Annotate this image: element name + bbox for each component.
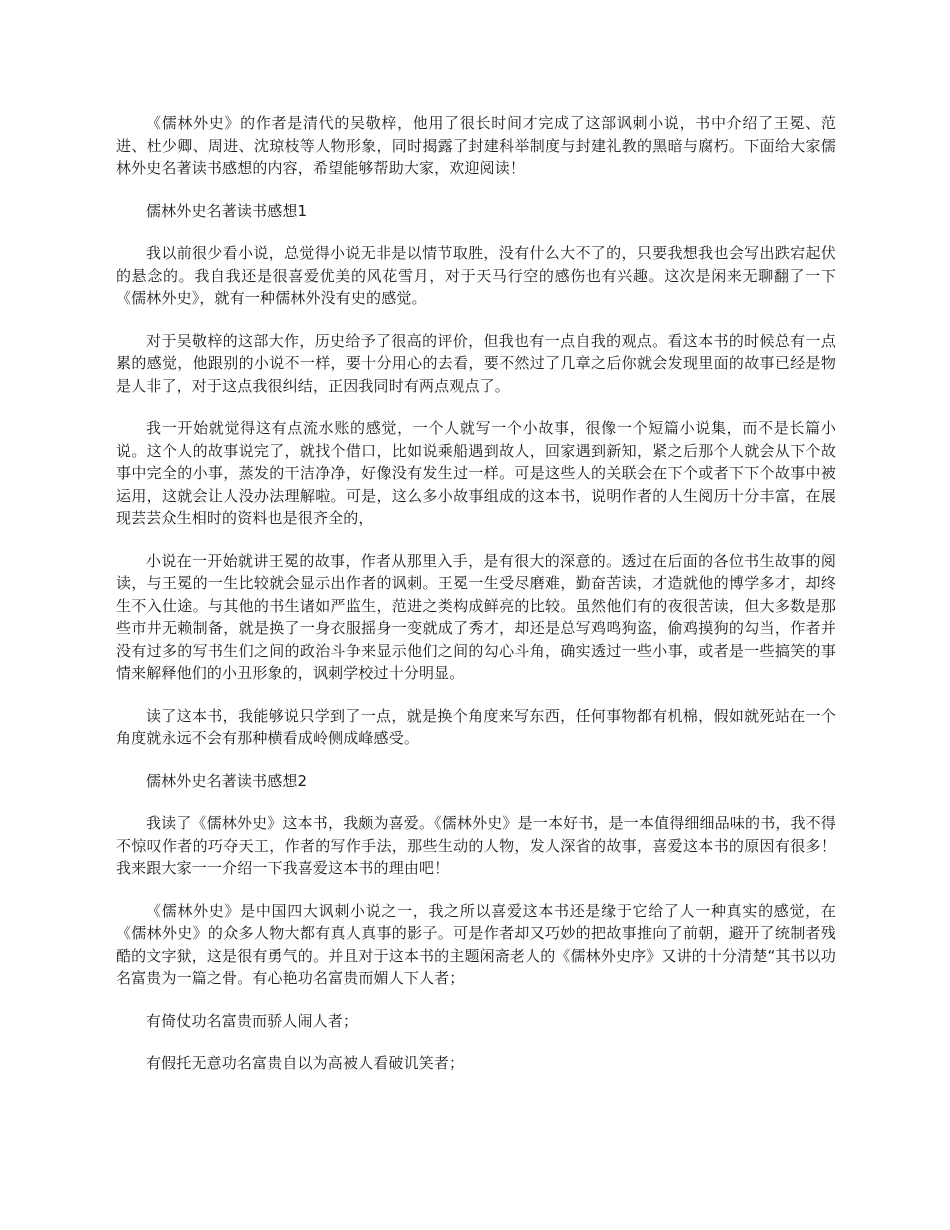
paragraph: 对于吴敬梓的这部大作，历史给予了很高的评价，但我也有一点自我的观点。看这本书的时候总有一点累的感觉，他跟别的小说不一样，要十分用心的去看，要不然过了几章之后你就会发现里面的故事已经是物是人非了，对于这点我很纠结，正因我同时有两点观点了。 [116, 331, 836, 395]
section-heading-2: 儒林外史名著读书感想2 [146, 771, 308, 790]
paragraph: 有倚仗功名富贵而骄人闹人者； [146, 1011, 359, 1030]
paragraph: 读了这本书，我能够说只学到了一点，就是换个角度来写东西，任何事物都有机棉，假如就死站在一个角度就永远不会有那种横看成岭侧成峰感受。 [116, 706, 836, 747]
intro-paragraph: 《儒林外史》的作者是清代的吴敬梓，他用了很长时间才完成了这部讽刺小说，书中介绍了王冕、范进、杜少卿、周进、沈琼枝等人物形象，同时揭露了封建科举制度与封建礼教的黑暗与腐朽。下面给大家儒林外史名著读书感想的内容，希望能够帮助大家，欢迎阅读！ [116, 114, 836, 177]
document-body [116, 112, 836, 1095]
section-heading-1: 儒林外史名著读书感想1 [146, 201, 308, 220]
paragraph: 我读了《儒林外史》这本书，我颇为喜爱。《儒林外史》是一本好书，是一本值得细细品味的书，我不得不惊叹作者的巧夺天工，作者的写作手法，那些生动的人物，发人深省的故事，喜爱这本书的原因有很多！我来跟大家一一介绍一下我喜爱这本书的理由吧！ [116, 814, 836, 877]
paragraph: 有假托无意功名富贵自以为高被人看破讥笑者； [146, 1054, 465, 1072]
paragraph: 《儒林外史》是中国四大讽刺小说之一，我之所以喜爱这本书还是缘于它给了人一种真实的感觉，在《儒林外史》的众多人物大都有真人真事的影子。可是作者却又巧妙的把故事推向了前朝，避开了统制者残酷的文字狱，这是很有勇气的。并且对于这本书的主题闲斋老人的《儒林外史序》又讲的十分清楚“其书以功名富贵为一篇之骨。有心艳功名富贵而媚人下人者； [116, 901, 836, 987]
paragraph: 小说在一开始就讲王冕的故事，作者从那里入手，是有很大的深意的。透过在后面的各位书生故事的阅读，与王冕的一生比较就会显示出作者的讽刺。王冕一生受尽磨难，勤奋苦读，才造就他的博学多才，却终生不入仕途。与其他的书生诸如严监生，范进之类构成鲜亮的比较。虽然他们有的夜很苦读，但大多数是那些市井无赖制备，就是换了一身衣服摇身一变就成了秀才，却还是总写鸡鸣狗盗，偷鸡摸狗的勾当，作者并没有过多的写书生们之间的政治斗争来显示他们之间的勾心斗角，确实透过一些小事，或者是一些搞笑的事情来解释他们的小丑形象的，讽刺学校过十分明显。 [116, 551, 836, 682]
paragraph: 我以前很少看小说，总觉得小说无非是以情节取胜，没有什么大不了的，只要我想我也会写出跌宕起伏的悬念的。我自我还是很喜爱优美的风花雪月，对于天马行空的感伤也有兴趣。这次是闲来无聊翻了一下《儒林外史》，就有一种儒林外没有史的感觉。 [116, 244, 836, 307]
paragraph: 我一开始就觉得这有点流水账的感觉，一个人就写一个小故事，很像一个短篇小说集，而不是长篇小说。这个人的故事说完了，就找个借口，比如说乘船遇到故人，回家遇到新知，紧之后那个人就会从下个故事中完全的小事，蒸发的干洁净净，好像没有发生过一样。可是这些人的关联会在下个或者下下个故事中被运用，这就会让人没办法理解啦。可是，这么多小故事组成的这本书，说明作者的人生阅历十分丰富，在展现芸芸众生相时的资料也是很齐全的， [116, 419, 836, 527]
